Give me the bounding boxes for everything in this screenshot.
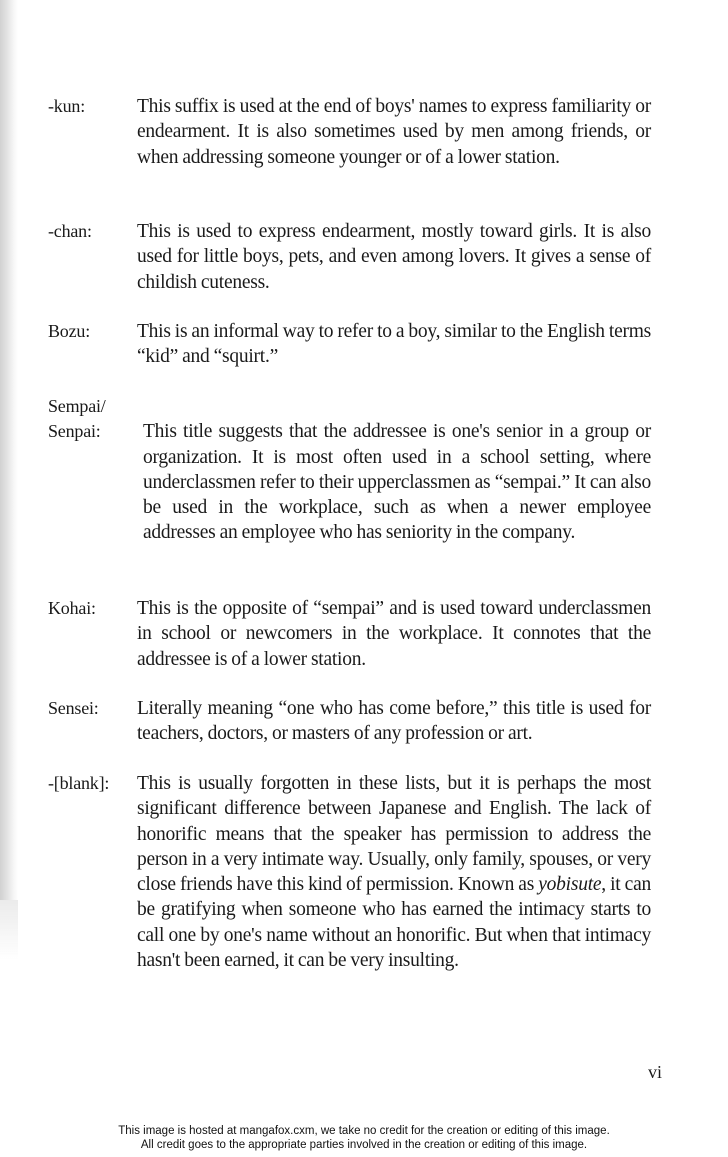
term-label-line1: Sempai/	[48, 396, 106, 416]
term-definition: This is an informal way to refer to a boy, similar to the English terms “kid” and “squirt.”	[137, 321, 651, 368]
term-label: Sensei:	[48, 698, 99, 718]
term-definition: This is used to express endearment, mostly toward girls. It is also used for little boys, pets, and even among lovers. It gives a sense of childish cuteness.	[137, 221, 651, 293]
term-label: Kohai:	[48, 598, 96, 618]
definition-text: , it can be gratifying when someone who has earned the intimacy starts to call one by one's name without an honorific. But when that intimacy hasn't been earned, it can be very insulting.	[137, 874, 651, 972]
page-number: vi	[648, 1062, 663, 1082]
term-label	[48, 394, 106, 445]
credit-line-1: This image is hosted at mangafox.cxm, we take no credit for the creation or editing of this image.	[118, 1125, 610, 1137]
credit-line-2: All credit goes to the appropriate parties involved in the creation or editing of this image.	[140, 1139, 588, 1151]
term-label: -chan:	[48, 221, 92, 241]
term-label: -[blank]:	[48, 773, 110, 793]
term-definition: This is the opposite of “sempai” and is used toward underclassmen in school or newcomers in the workplace. It connotes that the addressee is of a lower station.	[137, 598, 651, 670]
term-definition: This title suggests that the addressee is one's senior in a group or organization. It is most often used in a school setting, where underclassmen refer to their upperclassmen as “sempai.” It can also be used in the workplace, such as when a newer employee addresses an employee who has seniority in the company.	[143, 421, 651, 544]
term-label: -kun:	[48, 96, 85, 116]
definition-text: This is usually forgotten in these lists, but it is perhaps the most significant difference between Japanese and English. The lack of honorific means that the speaker has permission to address the person in a very intimate way. Usually, only family, spouses, or very close friends have this kind of permission. Known as	[137, 773, 651, 896]
term-definition: This suffix is used at the end of boys' names to express familiarity or endearment. It is also sometimes used by men among friends, or when addressing someone younger or of a lower station.	[137, 96, 651, 168]
term-definition: Literally meaning “one who has come before,” this title is used for teachers, doctors, or masters of any profession or art.	[137, 698, 651, 745]
term-definition	[137, 771, 651, 973]
term-label: Bozu:	[48, 321, 90, 341]
hosting-credit-notice	[0, 1124, 728, 1152]
term-label-line2: Senpai:	[48, 421, 101, 442]
definition-italic-term: yobisute	[538, 874, 602, 896]
